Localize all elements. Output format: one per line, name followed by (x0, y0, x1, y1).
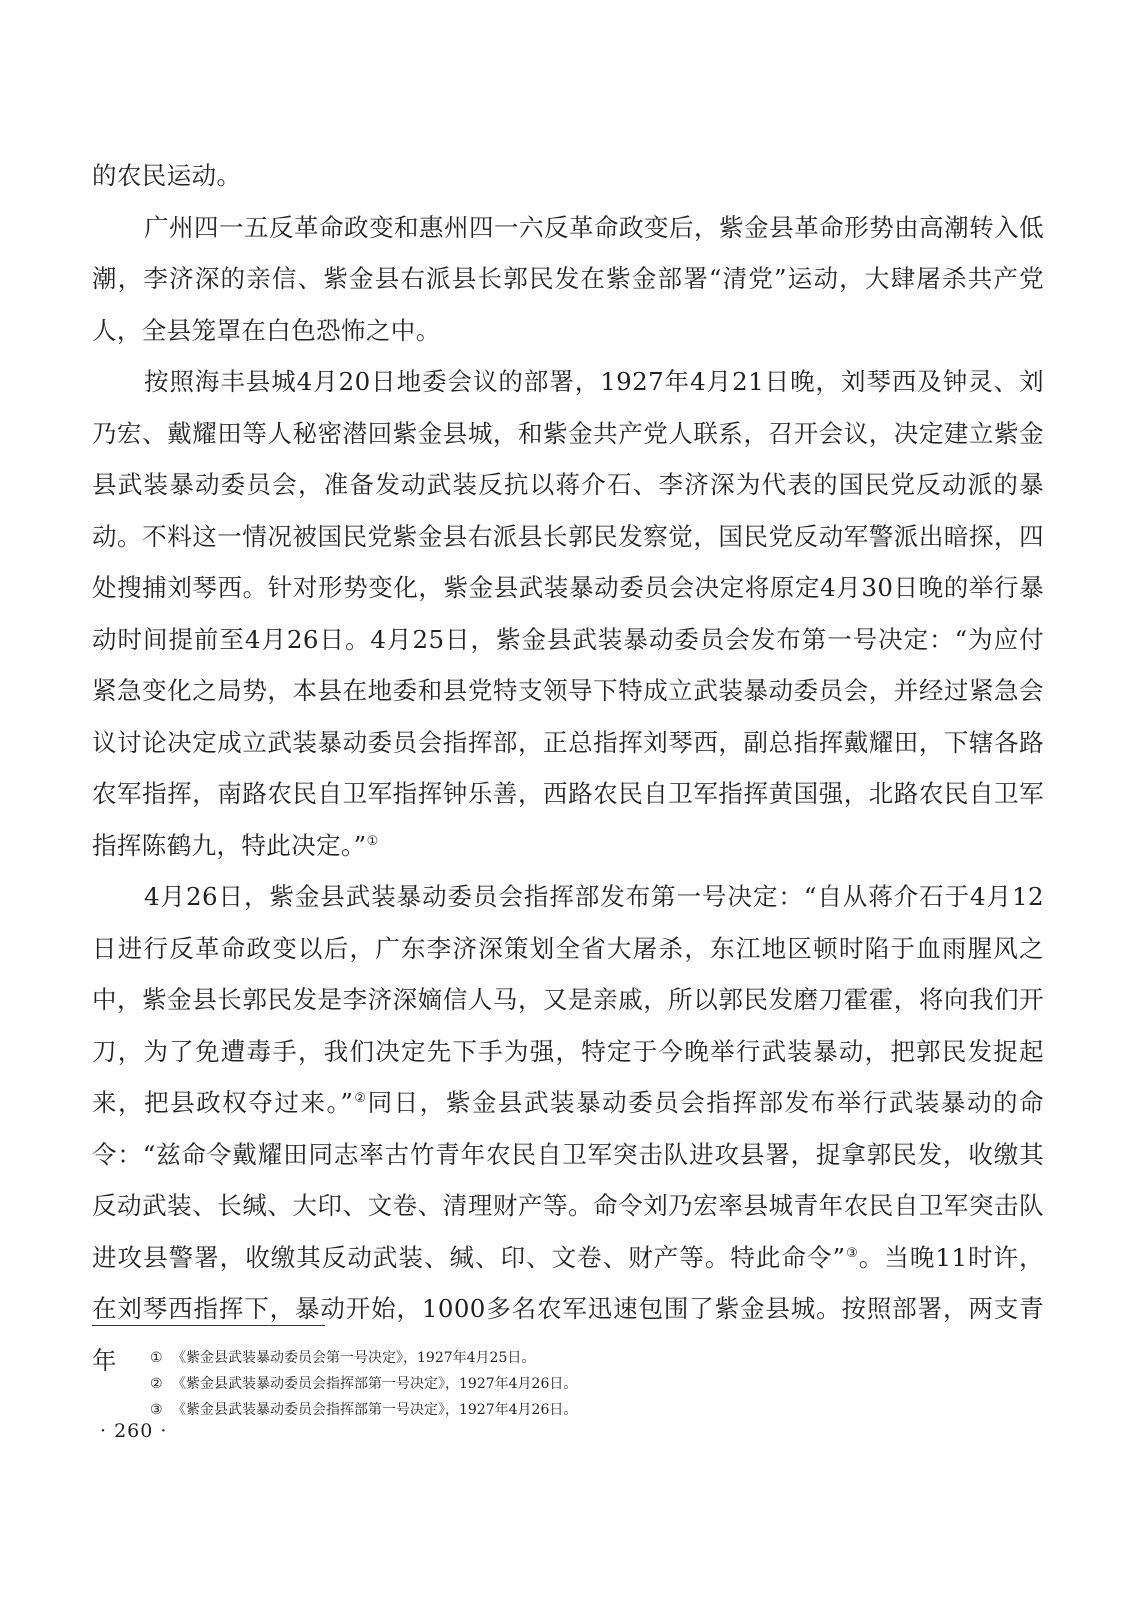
footnote-item (150, 1397, 950, 1423)
footnote-number: ② (150, 1376, 163, 1392)
footnote-text: 《紫金县武装暴动委员会指挥部第一号决定》，1927年4月26日。 (172, 1402, 578, 1418)
paragraph (92, 356, 1044, 871)
paragraph (92, 871, 1044, 1386)
footnote-ref-3: ③ (845, 1245, 859, 1261)
page-number: · 260 · (100, 1420, 168, 1442)
paragraph-text: 4月26日，紫金县武装暴动委员会指挥部发布第一号决定：“自从蒋介石于4月12日进行反革命政变以后，广东李济深策划全省大屠杀，东江地区顿时陷于血雨腥风之中，紫金县长郭民发是李济深嫡信人马，又是亲戚，所以郭民发磨刀霍霍，将向我们开刀，为了免遭毒手，我们决定先下手为强，特定于今晚举行武装暴动，把郭民发捉起来，把县政权夺过来。” (92, 882, 1044, 1117)
footnote-number: ① (150, 1350, 163, 1366)
paragraph-text: 同日，紫金县武装暴动委员会指挥部发布举行武装暴动的命令：“兹命令戴耀田同志率古竹青年农民自卫军突击队进攻县署，捉拿郭民发，收缴其反动武装、长缄、大印、文卷、清理财产等。命令刘乃宏率县城青年农民自卫军突击队进攻县警署，收缴其反动武装、缄、印、文卷、财产等。特此命令” (92, 1088, 1044, 1272)
footnote-ref-2: ② (353, 1090, 368, 1106)
footnote-item (150, 1371, 950, 1397)
footnotes (150, 1345, 950, 1423)
paragraph-continuation (92, 150, 1044, 202)
paragraph (92, 202, 1044, 357)
footnote-text: 《紫金县武装暴动委员会第一号决定》，1927年4月25日。 (172, 1350, 536, 1366)
footnote-number: ③ (150, 1402, 163, 1418)
paragraph-text: 的农民运动。 (92, 161, 242, 190)
paragraph-text: 。当晚11时许，在刘琴西指挥下，暴动开始，1000多名农军迅速包围了紫金县城。按照部署，两支青年 (92, 1242, 1044, 1375)
footnote-divider (92, 1325, 325, 1326)
paragraph-text: 广州四一五反革命政变和惠州四一六反革命政变后，紫金县革命形势由高潮转入低潮，李济深的亲信、紫金县右派县长郭民发在紫金部署“清党”运动，大肆屠杀共产党人，全县笼罩在白色恐怖之中。 (92, 212, 1044, 345)
body-text (92, 150, 1044, 1386)
footnote-item (150, 1345, 950, 1371)
paragraph-text: 按照海丰县城4月20日地委会议的部署，1927年4月21日晚，刘琴西及钟灵、刘乃宏、戴耀田等人秘密潜回紫金县城，和紫金共产党人联系，召开会议，决定建立紫金县武装暴动委员会，准备发动武装反抗以蒋介石、李济深为代表的国民党反动派的暴动。不料这一情况被国民党紫金县右派县长郭民发察觉，国民党反动军警派出暗探，四处搜捕刘琴西。针对形势变化，紫金县武装暴动委员会决定将原定4月30日晚的举行暴动时间提前至4月26日。4月25日，紫金县武装暴动委员会发布第一号决定：“为应付紧急变化之局势，本县在地委和县党特支领导下特成立武装暴动委员会，并经过紧急会议讨论决定成立武装暴动委员会指挥部，正总指挥刘琴西，副总指挥戴耀田，下辖各路农军指挥，南路农民自卫军指挥钟乐善，西路农民自卫军指挥黄国强，北路农民自卫军指挥陈鹤九，特此决定。” (92, 367, 1044, 860)
footnote-text: 《紫金县武装暴动委员会指挥部第一号决定》，1927年4月26日。 (172, 1376, 578, 1392)
footnote-ref-1: ① (366, 833, 379, 849)
